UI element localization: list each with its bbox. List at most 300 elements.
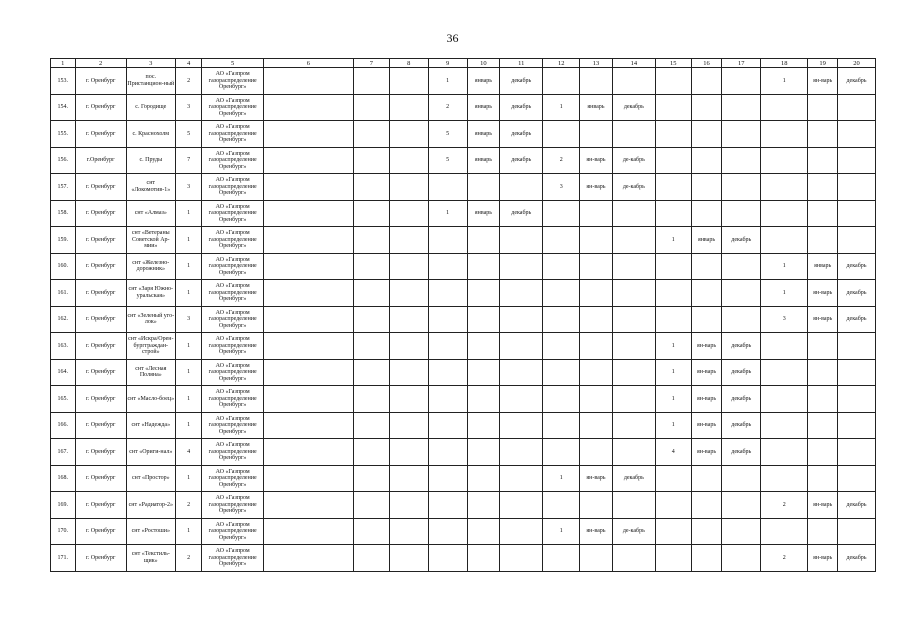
table-cell [580, 545, 613, 572]
table-cell: снт «Ориги-нал» [126, 439, 175, 466]
table-cell [500, 386, 543, 413]
table-cell: г. Оренбург [75, 280, 126, 307]
table-cell [353, 333, 389, 360]
table-cell: с. Пруды [126, 147, 175, 174]
table-cell: ян-варь [808, 306, 838, 333]
table-row [51, 227, 876, 254]
table-cell [722, 200, 761, 227]
table-cell [353, 280, 389, 307]
table-cell [580, 200, 613, 227]
table-cell [612, 412, 655, 439]
table-cell [691, 253, 722, 280]
table-cell: январь [467, 200, 500, 227]
table-cell [543, 545, 580, 572]
table-cell [580, 306, 613, 333]
table-cell: АО «Газпром газораспределение Оренбург» [202, 465, 263, 492]
table-cell [655, 518, 691, 545]
table-cell: г. Оренбург [75, 492, 126, 519]
table-cell: 4 [175, 439, 202, 466]
table-cell [612, 253, 655, 280]
table-cell [691, 492, 722, 519]
table-cell: 168. [51, 465, 76, 492]
table-cell [808, 121, 838, 148]
table-cell [389, 518, 428, 545]
table-cell [655, 465, 691, 492]
table-cell: январь [580, 94, 613, 121]
table-cell: 3 [761, 306, 808, 333]
column-header: 1 [51, 59, 76, 68]
table-cell [580, 359, 613, 386]
table-cell: декабрь [722, 333, 761, 360]
table-cell: 170. [51, 518, 76, 545]
table-cell [263, 200, 353, 227]
table-cell: 3 [175, 174, 202, 201]
table-cell: 159. [51, 227, 76, 254]
table-cell [808, 386, 838, 413]
table-row [51, 333, 876, 360]
table-cell: январь [467, 68, 500, 95]
table-cell [691, 518, 722, 545]
table-cell: декабрь [722, 386, 761, 413]
table-cell: г. Оренбург [75, 253, 126, 280]
table-cell: декабрь [612, 94, 655, 121]
table-cell [691, 306, 722, 333]
table-cell [467, 386, 500, 413]
table-cell [263, 68, 353, 95]
table-cell: г. Оренбург [75, 227, 126, 254]
table-cell [389, 306, 428, 333]
table-cell [761, 412, 808, 439]
table-cell: декабрь [722, 412, 761, 439]
table-cell: январь [691, 227, 722, 254]
table-cell: снт «Радиатор-2» [126, 492, 175, 519]
table-row [51, 94, 876, 121]
table-cell [389, 68, 428, 95]
table-cell: снт «Надежда» [126, 412, 175, 439]
table-cell [655, 280, 691, 307]
table-cell: 167. [51, 439, 76, 466]
table-cell [722, 121, 761, 148]
table-cell [263, 227, 353, 254]
table-cell: АО «Газпром газораспределение Оренбург» [202, 545, 263, 572]
table-cell: ян-варь [808, 492, 838, 519]
table-cell [389, 386, 428, 413]
table-cell: 1 [655, 227, 691, 254]
table-cell [263, 94, 353, 121]
table-cell: снт «Железно-дорожник» [126, 253, 175, 280]
table-cell: 3 [175, 306, 202, 333]
table-cell [353, 174, 389, 201]
table-row [51, 147, 876, 174]
table-cell [808, 518, 838, 545]
table-cell [580, 280, 613, 307]
table-cell [580, 492, 613, 519]
table-cell [543, 492, 580, 519]
table-cell [722, 465, 761, 492]
table-cell: 156. [51, 147, 76, 174]
table-cell [612, 439, 655, 466]
table-cell [655, 94, 691, 121]
table-cell: 1 [761, 253, 808, 280]
table-cell [655, 121, 691, 148]
page-number: 36 [446, 31, 459, 45]
table-cell [612, 68, 655, 95]
table-cell: ян-варь [580, 518, 613, 545]
table-cell: ян-варь [691, 333, 722, 360]
table-cell: снт «Ветераны Советской Ар-мии» [126, 227, 175, 254]
column-header: 9 [428, 59, 467, 68]
table-cell: 154. [51, 94, 76, 121]
table-cell [467, 465, 500, 492]
table-cell [500, 545, 543, 572]
table-cell: 3 [175, 94, 202, 121]
table-cell [655, 200, 691, 227]
table-cell [353, 359, 389, 386]
table-cell [612, 121, 655, 148]
table-cell [722, 147, 761, 174]
table-cell [655, 545, 691, 572]
table-cell [353, 200, 389, 227]
table-cell [263, 306, 353, 333]
table-cell [389, 412, 428, 439]
table-cell: г. Оренбург [75, 306, 126, 333]
table-cell [353, 518, 389, 545]
table-cell [467, 227, 500, 254]
table-cell: декабрь [722, 439, 761, 466]
table-cell: де-кабрь [612, 147, 655, 174]
table-cell [500, 518, 543, 545]
table-cell [543, 333, 580, 360]
table-cell [389, 333, 428, 360]
column-header: 13 [580, 59, 613, 68]
table-cell [389, 280, 428, 307]
table-cell [761, 386, 808, 413]
table-cell [467, 333, 500, 360]
table-cell: де-кабрь [612, 174, 655, 201]
table-cell: снт «Лесная Поляна» [126, 359, 175, 386]
table-cell [838, 333, 876, 360]
table-cell: 1 [655, 333, 691, 360]
table-cell [838, 121, 876, 148]
table-cell [543, 280, 580, 307]
schedule-table [50, 58, 876, 572]
column-header: 6 [263, 59, 353, 68]
table-cell [761, 359, 808, 386]
table-cell: АО «Газпром газораспределение Оренбург» [202, 68, 263, 95]
table-cell [467, 174, 500, 201]
table-cell [389, 545, 428, 572]
table-cell [655, 253, 691, 280]
table-cell: ян-варь [691, 412, 722, 439]
table-cell: ян-варь [808, 68, 838, 95]
table-row [51, 545, 876, 572]
table-cell: 4 [655, 439, 691, 466]
table-cell [612, 386, 655, 413]
table-cell [428, 386, 467, 413]
table-cell [655, 147, 691, 174]
table-cell: АО «Газпром газораспределение Оренбург» [202, 306, 263, 333]
table-cell: 1 [175, 518, 202, 545]
table-cell [428, 412, 467, 439]
table-cell: 5 [428, 147, 467, 174]
table-cell [467, 280, 500, 307]
table-cell [691, 200, 722, 227]
table-cell: АО «Газпром газораспределение Оренбург» [202, 253, 263, 280]
table-cell: 1 [761, 280, 808, 307]
table-cell: 163. [51, 333, 76, 360]
table-cell [691, 465, 722, 492]
table-cell: декабрь [722, 359, 761, 386]
table-cell [543, 200, 580, 227]
table-cell [543, 359, 580, 386]
table-cell [691, 94, 722, 121]
table-cell [808, 465, 838, 492]
table-cell: 1 [543, 518, 580, 545]
table-cell [761, 121, 808, 148]
table-cell [580, 68, 613, 95]
table-cell [722, 518, 761, 545]
table-cell [353, 121, 389, 148]
table-cell [389, 147, 428, 174]
table-cell [761, 518, 808, 545]
table-cell: снт «Алмаз» [126, 200, 175, 227]
table-cell [263, 412, 353, 439]
column-header: 11 [500, 59, 543, 68]
table-cell: де-кабрь [612, 518, 655, 545]
table-cell: 165. [51, 386, 76, 413]
table-cell [655, 68, 691, 95]
table-cell [353, 412, 389, 439]
table-cell: снт «Ростоши» [126, 518, 175, 545]
table-row [51, 280, 876, 307]
table-cell [263, 518, 353, 545]
table-cell: г. Оренбург [75, 439, 126, 466]
table-cell [353, 306, 389, 333]
table-cell [612, 280, 655, 307]
table-cell: г. Оренбург [75, 518, 126, 545]
table-cell: ян-варь [808, 280, 838, 307]
table-cell: 164. [51, 359, 76, 386]
table-cell [467, 359, 500, 386]
table-cell [543, 306, 580, 333]
table-cell: 157. [51, 174, 76, 201]
table-row [51, 200, 876, 227]
table-row [51, 412, 876, 439]
table-cell [722, 68, 761, 95]
table-cell [500, 253, 543, 280]
table-cell: 161. [51, 280, 76, 307]
table-cell: декабрь [838, 306, 876, 333]
table-row [51, 439, 876, 466]
table-cell [389, 253, 428, 280]
table-cell [500, 465, 543, 492]
table-cell [612, 333, 655, 360]
table-cell: г. Оренбург [75, 174, 126, 201]
table-cell [612, 227, 655, 254]
table-cell: АО «Газпром газораспределение Оренбург» [202, 174, 263, 201]
table-cell [263, 545, 353, 572]
table-cell: декабрь [500, 147, 543, 174]
table-cell [808, 200, 838, 227]
table-cell: г. Оренбург [75, 68, 126, 95]
table-cell [761, 94, 808, 121]
table-cell [838, 412, 876, 439]
table-cell: г. Оренбург [75, 412, 126, 439]
table-cell: декабрь [722, 227, 761, 254]
table-cell [838, 227, 876, 254]
table-cell: 160. [51, 253, 76, 280]
table-cell [808, 227, 838, 254]
table-cell: г. Оренбург [75, 545, 126, 572]
table-cell: январь [467, 94, 500, 121]
table-cell [691, 174, 722, 201]
table-cell [543, 253, 580, 280]
header-row [51, 59, 876, 68]
table-cell: декабрь [500, 68, 543, 95]
table-cell [808, 359, 838, 386]
table-cell [500, 412, 543, 439]
table-cell [808, 94, 838, 121]
table-cell: 158. [51, 200, 76, 227]
table-cell: АО «Газпром газораспределение Оренбург» [202, 492, 263, 519]
table-cell [761, 439, 808, 466]
table-cell: 2 [761, 545, 808, 572]
table-cell: декабрь [838, 492, 876, 519]
table-cell: снт «Текстиль-щик» [126, 545, 175, 572]
table-cell [838, 359, 876, 386]
table-cell [722, 174, 761, 201]
table-cell [838, 439, 876, 466]
table-cell [428, 492, 467, 519]
table-cell: ян-варь [691, 386, 722, 413]
table-cell [655, 174, 691, 201]
table-cell: 1 [175, 280, 202, 307]
table-cell: 2 [175, 68, 202, 95]
table-cell [580, 412, 613, 439]
table-cell [263, 492, 353, 519]
table-cell: АО «Газпром газораспределение Оренбург» [202, 333, 263, 360]
table-cell [838, 174, 876, 201]
table-cell [263, 465, 353, 492]
table-cell: 1 [175, 227, 202, 254]
table-cell [467, 439, 500, 466]
table-cell [691, 68, 722, 95]
table-cell [389, 174, 428, 201]
table-cell [808, 147, 838, 174]
table-cell [389, 359, 428, 386]
table-cell [761, 147, 808, 174]
table-cell: снт «Искра/Орен-бургграждан-строй» [126, 333, 175, 360]
table-cell [263, 439, 353, 466]
column-header: 4 [175, 59, 202, 68]
table-cell: ян-варь [580, 174, 613, 201]
table-row [51, 306, 876, 333]
table-cell: г. Оренбург [75, 94, 126, 121]
table-cell: 162. [51, 306, 76, 333]
table-cell [263, 147, 353, 174]
table-cell: АО «Газпром газораспределение Оренбург» [202, 386, 263, 413]
table-cell: декабрь [500, 94, 543, 121]
table-cell [500, 439, 543, 466]
table-cell: 2 [175, 545, 202, 572]
table-cell: 2 [175, 492, 202, 519]
table-cell: ян-варь [808, 545, 838, 572]
table-row [51, 359, 876, 386]
table-cell: 1 [175, 412, 202, 439]
column-header: 12 [543, 59, 580, 68]
table-cell: снт «Зеленый уго-лок» [126, 306, 175, 333]
table-body [51, 68, 876, 572]
table-cell: 5 [175, 121, 202, 148]
table-cell [838, 94, 876, 121]
table-cell [389, 492, 428, 519]
table-cell [467, 253, 500, 280]
table-cell [263, 359, 353, 386]
table-cell [543, 227, 580, 254]
table-cell [580, 439, 613, 466]
table-cell [428, 359, 467, 386]
table-row [51, 174, 876, 201]
table-cell [722, 306, 761, 333]
table-cell [722, 94, 761, 121]
table-row [51, 253, 876, 280]
table-cell [353, 439, 389, 466]
table-cell [353, 386, 389, 413]
table-cell [543, 68, 580, 95]
table-cell [428, 227, 467, 254]
table-cell [500, 280, 543, 307]
table-cell: декабрь [500, 200, 543, 227]
table-cell: декабрь [500, 121, 543, 148]
table-cell: пос. Пристанцион-ный [126, 68, 175, 95]
table-cell: 1 [175, 465, 202, 492]
table-cell: АО «Газпром газораспределение Оренбург» [202, 94, 263, 121]
table-cell: 5 [428, 121, 467, 148]
table-cell [838, 465, 876, 492]
table-cell [263, 386, 353, 413]
table-cell [722, 545, 761, 572]
table-cell: 1 [428, 200, 467, 227]
column-header: 10 [467, 59, 500, 68]
table-cell [838, 147, 876, 174]
table-cell: 1 [655, 412, 691, 439]
table-cell [353, 492, 389, 519]
table-cell [691, 147, 722, 174]
table-cell [808, 174, 838, 201]
table-cell: АО «Газпром газораспределение Оренбург» [202, 518, 263, 545]
table-cell [263, 280, 353, 307]
table-cell [808, 333, 838, 360]
table-cell: г. Оренбург [75, 121, 126, 148]
table-cell [428, 174, 467, 201]
table-cell: декабрь [838, 68, 876, 95]
table-cell [353, 94, 389, 121]
table-cell: г. Оренбург [75, 333, 126, 360]
table-cell: АО «Газпром газораспределение Оренбург» [202, 121, 263, 148]
table-cell [543, 412, 580, 439]
column-header: 2 [75, 59, 126, 68]
table-cell [543, 439, 580, 466]
table-cell: 1 [175, 200, 202, 227]
table-cell: 1 [655, 386, 691, 413]
table-cell: декабрь [612, 465, 655, 492]
table-cell: снт «Заря Южно-уральская» [126, 280, 175, 307]
table-cell [428, 545, 467, 572]
table-cell: АО «Газпром газораспределение Оренбург» [202, 412, 263, 439]
table-cell [761, 465, 808, 492]
table-row [51, 68, 876, 95]
table-cell [500, 492, 543, 519]
